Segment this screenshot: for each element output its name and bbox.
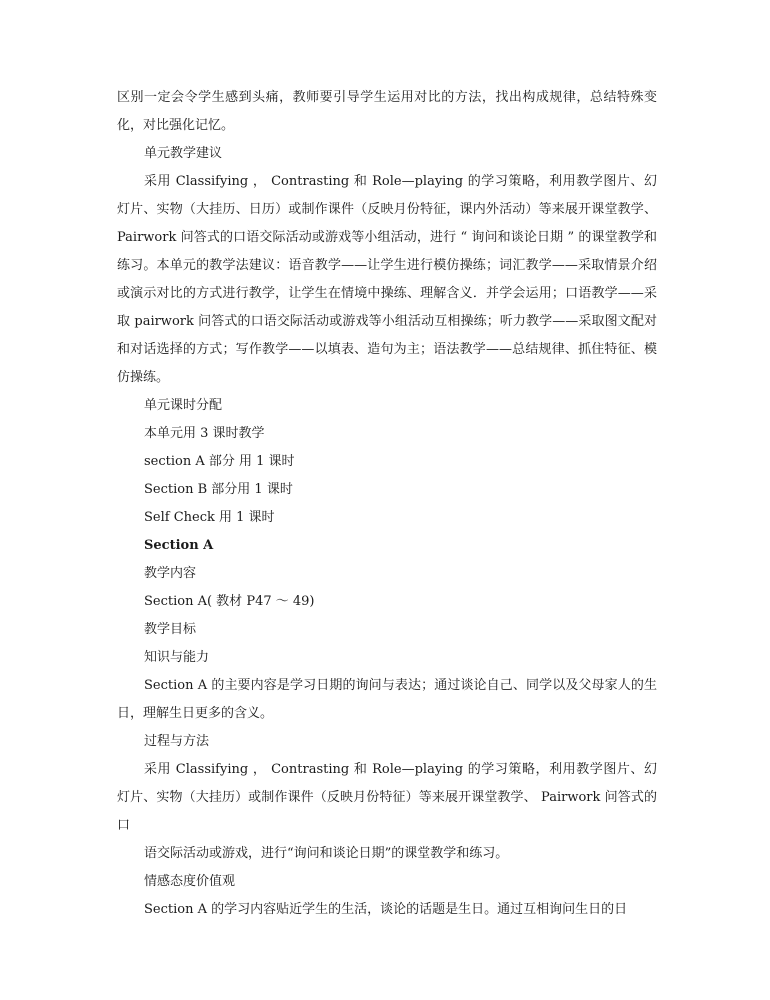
section-title: Section A [144, 538, 214, 553]
list-item: Section B 部分用 1 课时 [144, 482, 293, 497]
paragraph: Section A( 教材 P47 ～ 49) [144, 594, 315, 609]
section-heading: 情感态度价值观 [144, 874, 236, 889]
paragraph: 区别一定会令学生感到头痛，教师要引导学生运用对比的方法，找出构成规律，总结特殊变化，对比强化记忆。 [117, 90, 657, 133]
paragraph: Section A 的学习内容贴近学生的生活，谈论的话题是生日。通过互相询问生日的日 [144, 902, 628, 917]
document-body [117, 84, 657, 924]
section-heading: 教学内容 [144, 566, 197, 581]
paragraph: 采用 Classifying ， Contrasting 和 Role—playing 的学习策略，利用教学图片、幻灯片、实物（大挂历）或制作课件（反映月份特征）等来展开课堂教学、 Pairwork 问答式的口 [117, 762, 657, 833]
section-heading: 单元课时分配 [144, 398, 223, 413]
section-heading: 过程与方法 [144, 734, 210, 749]
list-item: Self Check 用 1 课时 [144, 510, 275, 525]
section-heading: 知识与能力 [144, 650, 210, 665]
paragraph: 语交际活动或游戏，进行“询问和谈论日期”的课堂教学和练习。 [144, 846, 509, 861]
list-item: section A 部分 用 1 课时 [144, 454, 295, 469]
section-heading: 教学目标 [144, 622, 197, 637]
list-item: 本单元用 3 课时教学 [144, 426, 265, 441]
section-heading: 单元教学建议 [144, 146, 223, 161]
paragraph: Section A 的主要内容是学习日期的询问与表达；通过谈论自己、同学以及父母家人的生日，理解生日更多的含义。 [117, 678, 657, 721]
paragraph: 采用 Classifying ， Contrasting 和 Role—playing 的学习策略，利用教学图片、幻灯片、实物（大挂历、日历）或制作课件（反映月份特征，课内外活动）等来展开课堂教学、 Pairwork 问答式的口语交际活动或游戏等小组活动，进行 “ 询问和谈论日期 ” 的课堂教学和练习。本单元的教学法建议：语音教学——让学生进行模仿操练；词汇教学——采取情景介绍或演示对比的方式进行教学，让学生在情境中操练、理解含义．并学会运用；口语教学——采取 pairwork 问答式的口语交际活动或游戏等小组活动互相操练；听力教学——采取图文配对和对话选择的方式；写作教学——以填表、造句为主；语法教学——总结规律、抓住特征、模仿操练。 [117, 174, 657, 385]
